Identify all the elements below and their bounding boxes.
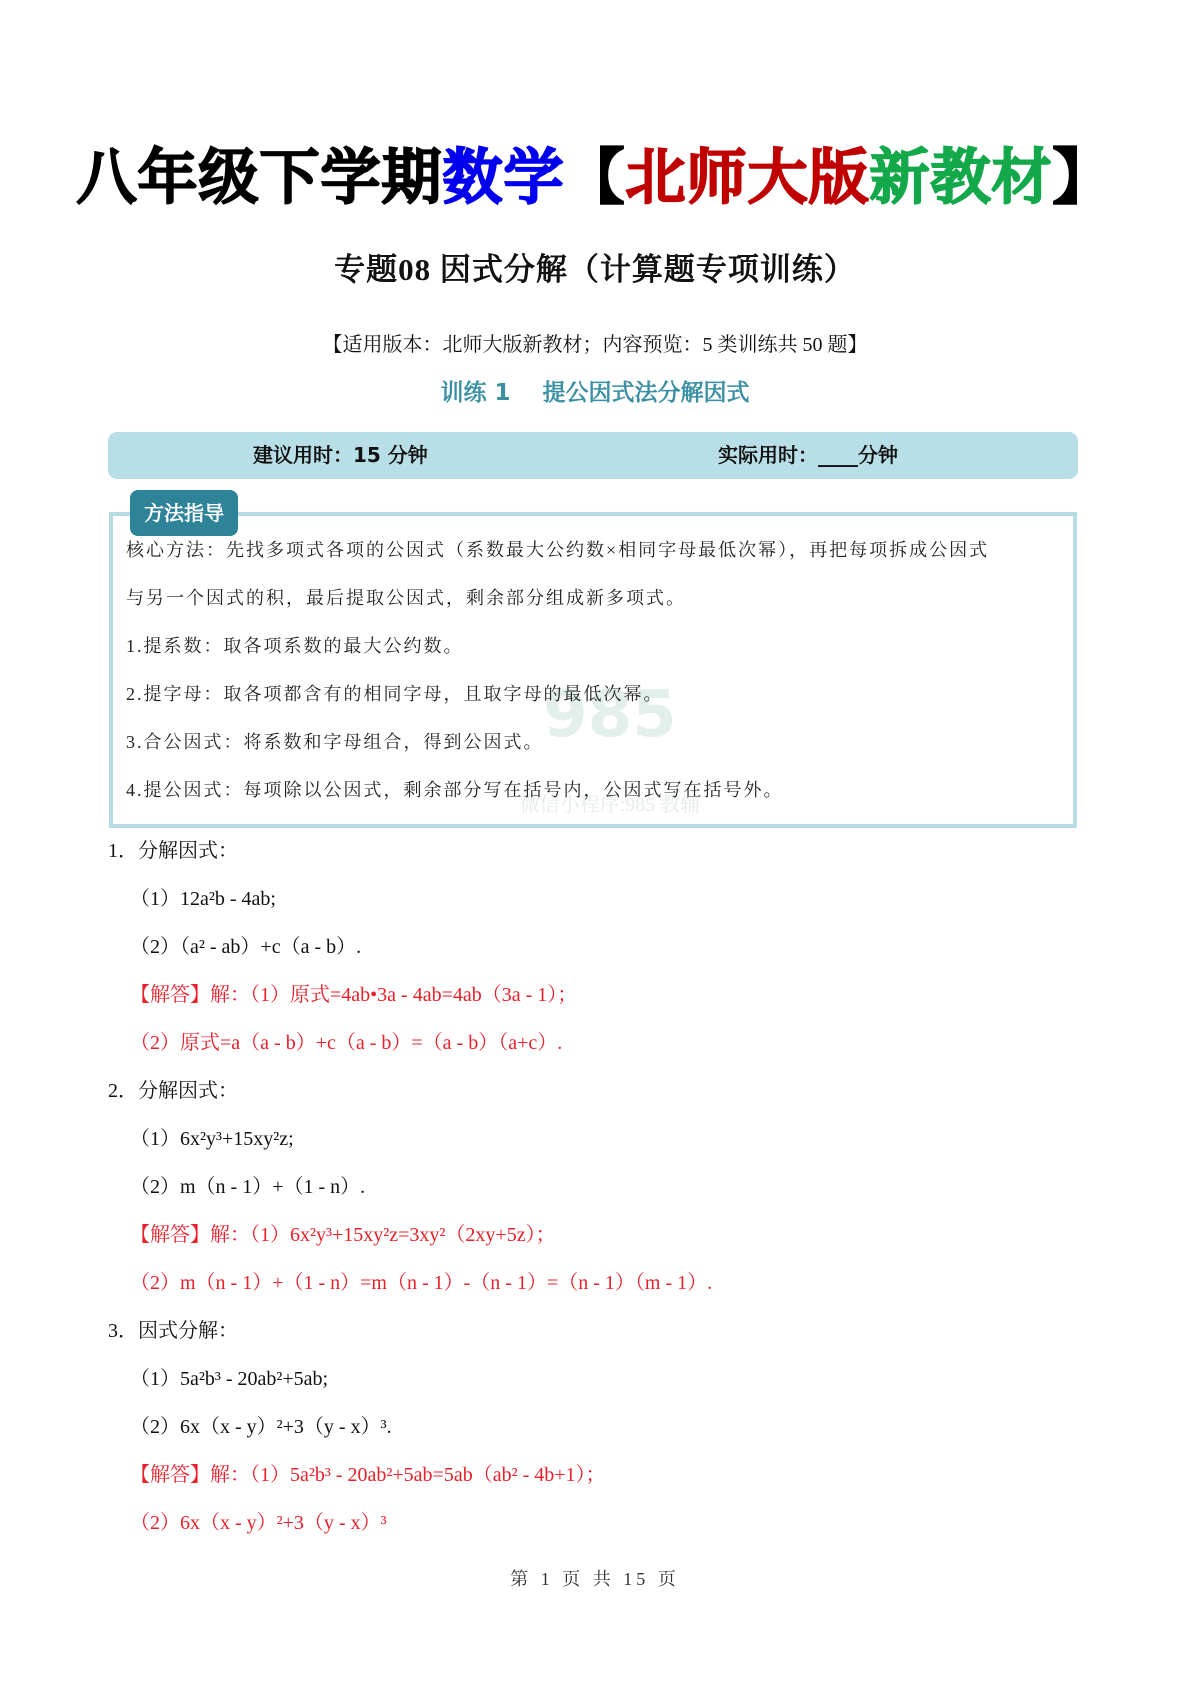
question-2-stem: 2．分解因式： (108, 1080, 238, 1102)
guide-line: 2.提字母：取各项都含有的相同字母，且取字母的最低次幂。 (126, 684, 664, 704)
answer-tag: 【解答】 (130, 1464, 210, 1486)
topic-subtitle: 专题08 因式分解（计算题专项训练） (334, 252, 856, 287)
guide-line: 3.合公因式：将系数和字母组合，得到公因式。 (126, 732, 544, 752)
answer-text: 解：（1）5a²b³ - 20ab²+5ab=5ab（ab² - 4b+1）； (210, 1464, 606, 1486)
guide-line: 与另一个因式的积，最后提取公因式，剩余部分组成新多项式。 (126, 588, 686, 608)
question-2-answer-1 (130, 1220, 556, 1250)
question-1-answer-2: （2）原式=a（a - b）+c（a - b）=（a - b）（a+c）. (130, 1032, 563, 1054)
actual-time: 实际用时：____分钟 (718, 443, 898, 467)
question-2-part-2: （2）m（n - 1）+（1 - n）. (130, 1176, 366, 1198)
question-3-stem: 3．因式分解： (108, 1320, 238, 1342)
guide-line: 核心方法：先找多项式各项的公因式（系数最大公约数×相同字母最低次幂），再把每项拆成公因式 (126, 540, 990, 560)
question-1-stem: 1．分解因式： (108, 840, 238, 862)
training-heading (0, 376, 1190, 410)
suggested-time: 建议用时：15 分钟 (253, 443, 428, 467)
question-3-answer-1 (130, 1460, 606, 1490)
question-3-answer-2: （2）6x（x - y）²+3（y - x）³ (130, 1512, 387, 1534)
title-part-subject: 数学 (442, 143, 565, 213)
title-part-bracket-close: 】 (1052, 143, 1114, 213)
time-bar (108, 432, 1078, 479)
title-part-grade: 八年级下学期 (76, 143, 443, 213)
question-2-answer-2: （2）m（n - 1）+（1 - n）=m（n - 1）-（n - 1）=（n - 1）（m - 1）. (130, 1272, 713, 1294)
question-1-answer-1 (130, 980, 577, 1010)
answer-text: 解：（1）原式=4ab•3a - 4ab=4ab（3a - 1）； (210, 984, 578, 1006)
answer-text: 解：（1）6x²y³+15xy²z=3xy²（2xy+5z）； (210, 1224, 556, 1246)
title-part-edition: 北师大版 (625, 143, 870, 213)
watermark-logo: 985 (543, 678, 677, 752)
title-part-new-textbook: 新教材 (869, 143, 1053, 213)
question-3-part-1: （1）5a²b³ - 20ab²+5ab; (130, 1368, 329, 1390)
answer-tag: 【解答】 (130, 1224, 210, 1246)
question-2-part-1: （1）6x²y³+15xy²z; (130, 1128, 294, 1150)
question-1-part-1: （1）12a²b - 4ab; (130, 888, 276, 910)
guide-line: 4.提公因式：每项除以公因式，剩余部分写在括号内，公因式写在括号外。 (126, 780, 784, 800)
title-part-bracket-open: 【 (564, 143, 626, 213)
method-guide-tab: 方法指导 (130, 490, 238, 536)
training-name: 提公因式法分解因式 (542, 380, 750, 406)
edition-info: 【适用版本：北师大版新教材；内容预览：5 类训练共 50 题】 (322, 334, 868, 356)
training-label: 训练 1 (440, 380, 511, 406)
guide-line: 1.提系数：取各项系数的最大公约数。 (126, 636, 464, 656)
page-number: 第 1 页 共 15 页 (510, 1569, 680, 1589)
question-1-part-2: （2）（a² - ab）+c（a - b）. (130, 936, 362, 958)
question-3-part-2: （2）6x（x - y）²+3（y - x）³. (130, 1416, 392, 1438)
main-title (0, 138, 1190, 218)
answer-tag: 【解答】 (130, 984, 210, 1006)
watermark-caption: 微信小程序:985 教辅 (519, 794, 701, 816)
